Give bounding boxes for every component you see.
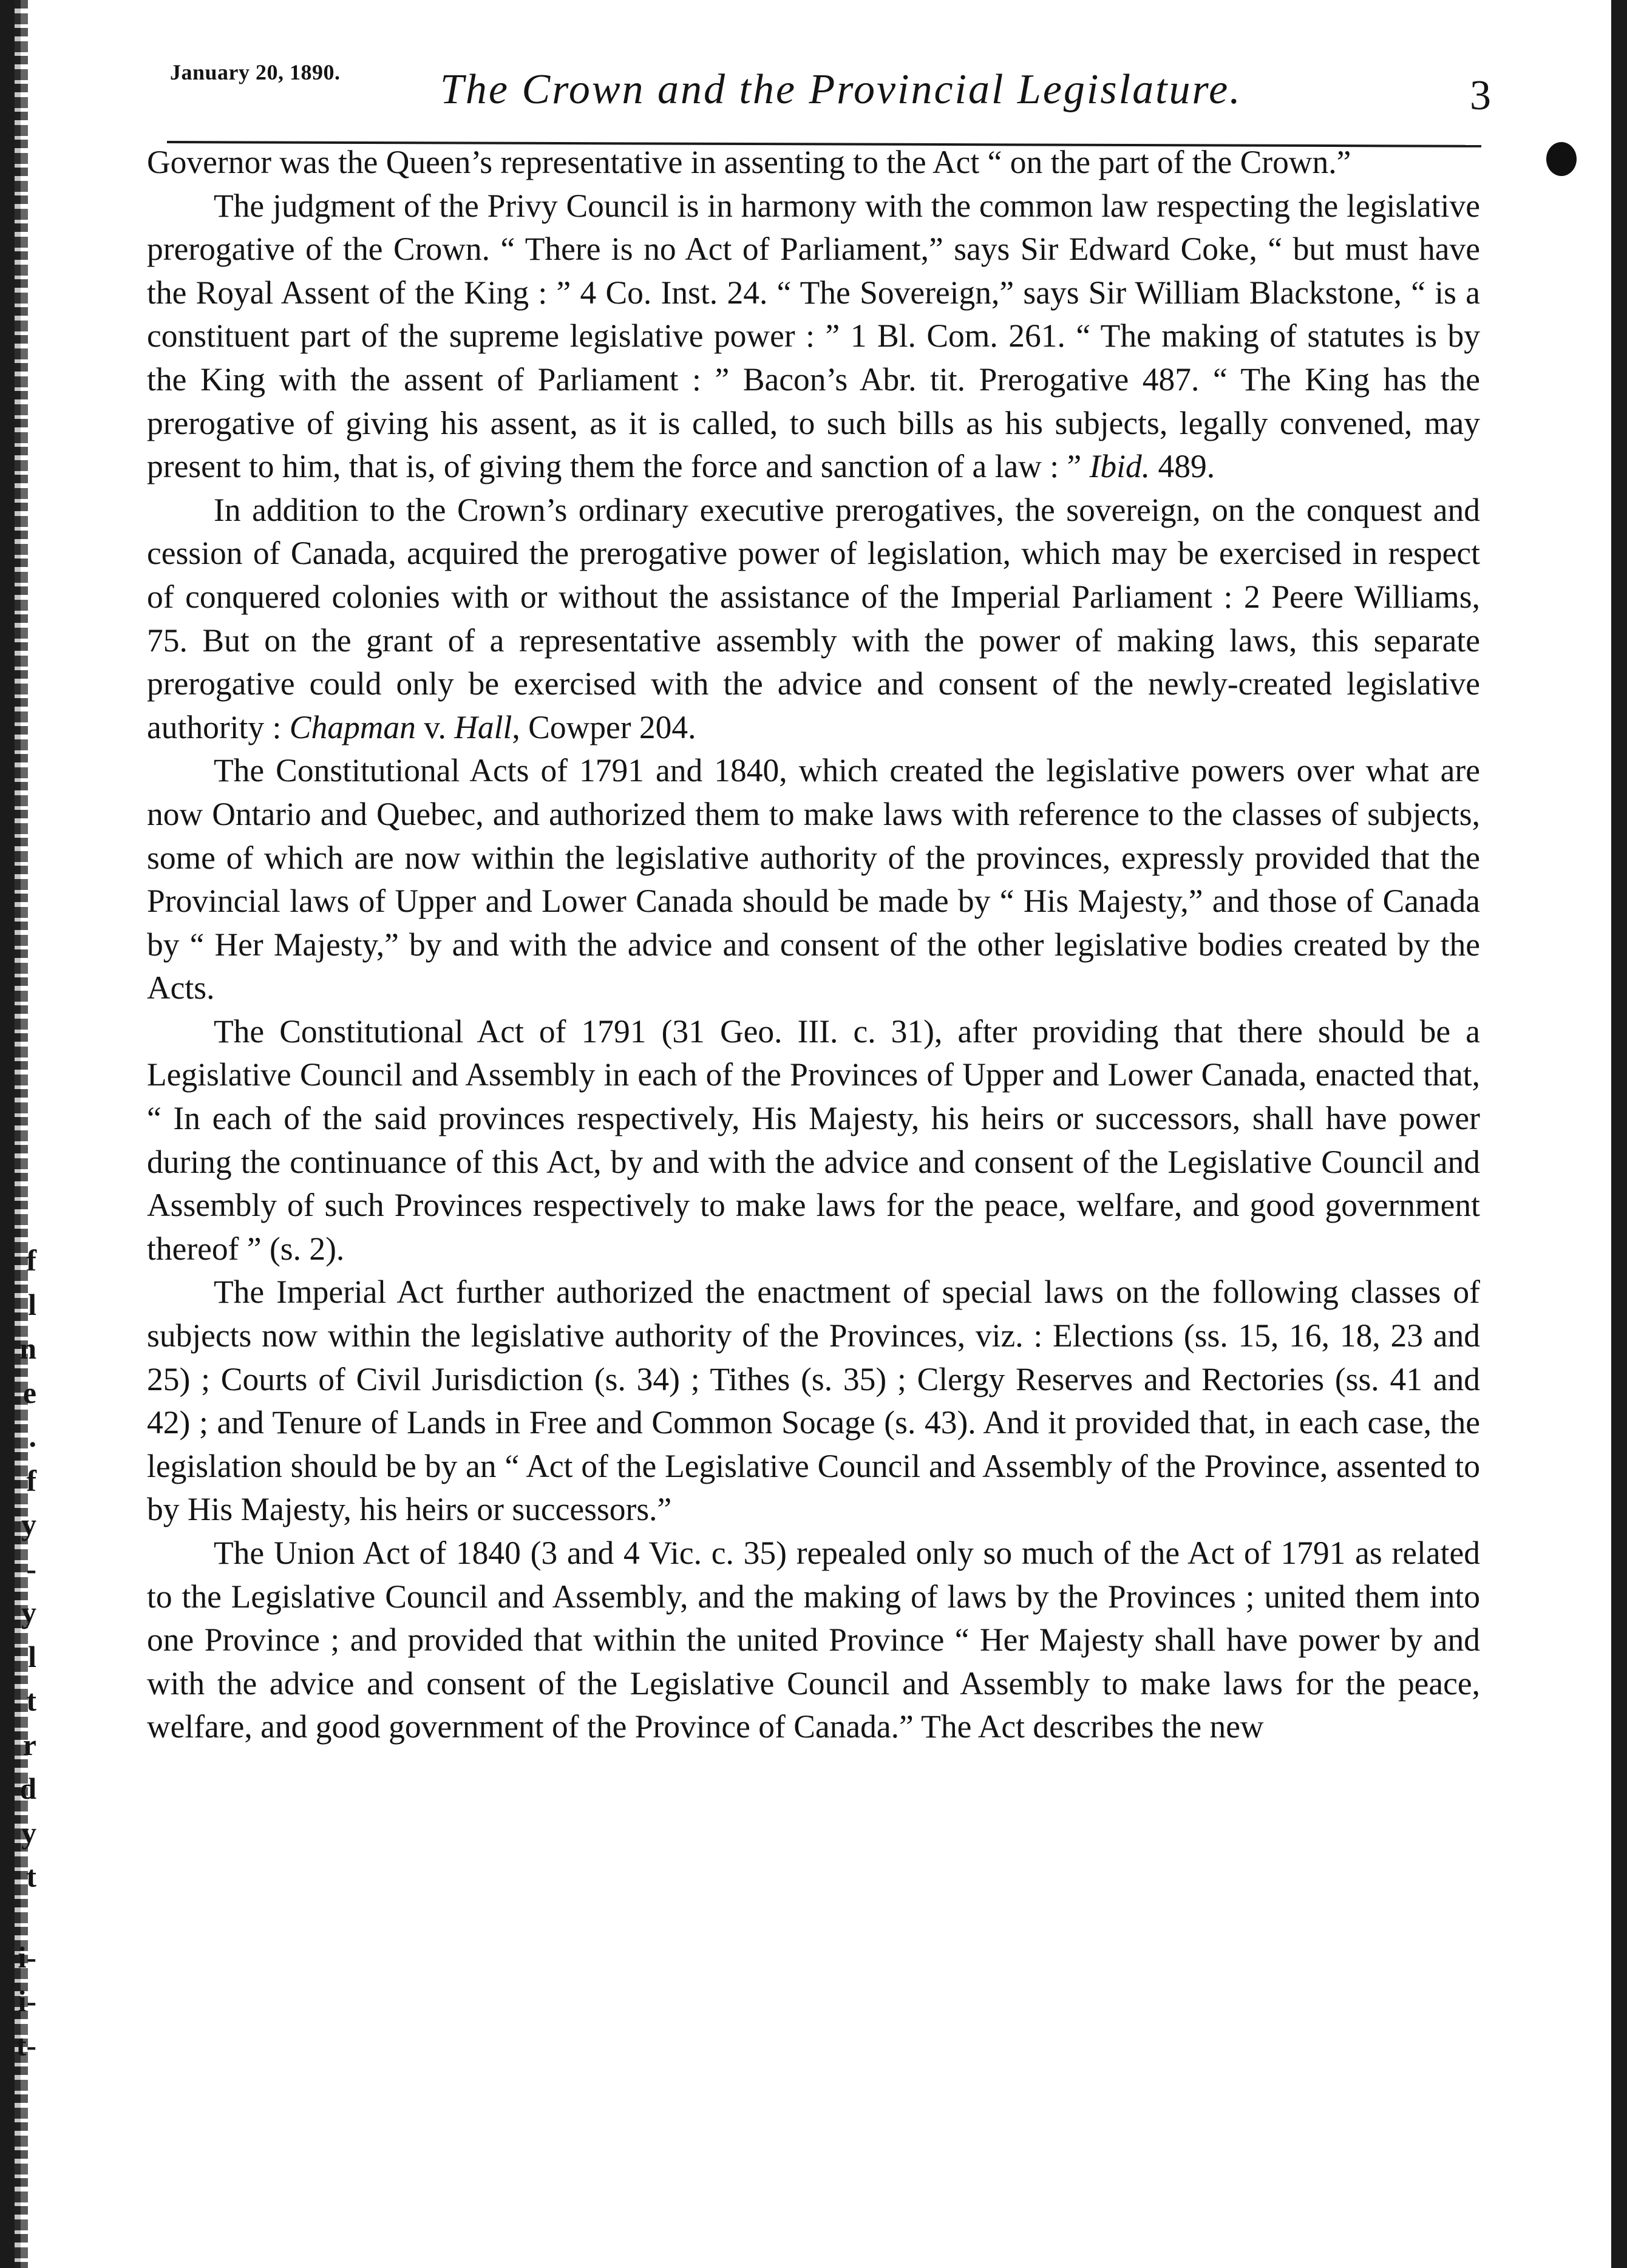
adjacent-page-margin-fragments <box>0 1238 36 2067</box>
margin-fragment: e <box>22 1375 36 1410</box>
paragraph <box>147 1532 1480 1749</box>
text-run: 489. <box>1150 448 1215 485</box>
text-run: In addition to the Crown’s ordinary executive prerogatives, the sovereign, on the conquest and cession of Canada, acquired the prerogative power of legislation, which may be exercised in respect of conquered colonies with or without the assistance of the Imperial Parliament : 2 Peere Williams, 75. But on the grant of a representative assembly with the power of making laws, this separate prerogative could only be exercised with the advice and consent of the newly-created legislative authority : <box>147 491 1480 745</box>
text-run: v. <box>415 708 455 745</box>
margin-fragment: f <box>26 1463 36 1498</box>
header-title: The Crown and the Provincial Legislature. <box>440 66 1242 113</box>
text-run: The Constitutional Acts of 1791 and 1840, which created the legislative powers over what are now Ontario and Quebec, and authorized them to make laws with reference to the classes of subjects, some of which are now within the legislative authority of the provinces, expressly provided that the Provincial laws of Upper and Lower Canada should be made by “ His Majesty,” and those of Canada by “ Her Majesty,” by and with the advice and consent of the other legislative bodies created by the Acts. <box>147 752 1480 1007</box>
scan-ink-blot <box>1546 142 1577 176</box>
paragraph <box>147 185 1480 489</box>
margin-fragment: - <box>26 1551 36 1586</box>
italic-citation: Ibid. <box>1089 448 1150 485</box>
article-body <box>147 141 1480 1749</box>
page-number: 3 <box>1470 72 1491 119</box>
text-run: , Cowper 204. <box>512 708 696 745</box>
margin-fragment: n <box>19 1331 36 1365</box>
margin-fragment: t <box>26 1859 36 1893</box>
text-run: The Imperial Act further authorized the enactment of special laws on the following classes of subjects now within the legislative authority of the Provinces, viz. : Elections (ss. 15, 16, 18, 23 and 25) ; Courts of Civil Jurisdiction (s. 34) ; Tithes (s. 35) ; Clergy Reserves and Rectories (ss. 41 and 42) ; and Tenure of Lands in Free and Common Socage (s. 43). And it provided that, in each case, the legislation should be by an “ Act of the Legislative Council and Assembly of the Province, assented to by His Majesty, his heirs or successors.” <box>147 1274 1480 1528</box>
margin-gap <box>0 1899 36 1935</box>
margin-fragment: f <box>26 1243 36 1277</box>
scan-edge-right <box>1611 0 1627 2268</box>
italic-citation: Chapman <box>289 708 416 745</box>
text-run: The judgment of the Privy Council is in harmony with the common law respecting the legislative prerogative of the Crown. “ There is no Act of Parliament,” says Sir Edward Coke, “ but must have the Royal Assent of the King : ” 4 Co. Inst. 24. “ The Sovereign,” says Sir William Blackstone, “ is a constituent part of the supreme legislative power : ” 1 Bl. Com. 261. “ The making of statutes is by the King with the assent of Parliament : ” Bacon’s Abr. tit. Prerogative 487. “ The King has the prerogative of giving his assent, as it is called, to such bills as his subjects, legally convened, may present to him, that is, of giving them the force and sanction of a law : ” <box>147 187 1480 485</box>
header-date: January 20, 1890. <box>170 60 341 84</box>
paragraph <box>147 141 1480 185</box>
italic-citation: Hall <box>454 708 512 745</box>
paragraph <box>147 749 1480 1010</box>
paragraph <box>147 1010 1480 1271</box>
margin-fragment: l <box>28 1287 36 1322</box>
paragraph <box>147 1271 1480 1532</box>
text-run: The Constitutional Act of 1791 (31 Geo. III. c. 31), after providing that there should be a Legislative Council and Assembly in each of the Provinces of Upper and Lower Canada, enacted that, “ In each of the said provinces respectively, His Majesty, his heirs or successors, shall have power during the continuance of this Act, by and with the advice and consent of the Legislative Council and Assembly of such Provinces respectively to make laws for the peace, welfare, and good government thereof ” (s. 2). <box>147 1013 1480 1267</box>
running-header <box>164 53 1491 132</box>
margin-fragment: i- <box>18 1940 36 1974</box>
text-run: The Union Act of 1840 (3 and 4 Vic. c. 35) repealed only so much of the Act of 1791 as related to the Legislative Council and Assembly, and the making of laws by the Provinces ; united them into one Province ; and provided that within the united Province “ Her Majesty shall have power by and with the advice and consent of the Legislative Council and Assembly to make laws for the peace, welfare, and good government of the Province of Canada.” The Act describes the new <box>147 1535 1480 1745</box>
margin-fragment: l <box>28 1639 36 1674</box>
margin-fragment: i- <box>18 1984 36 2018</box>
margin-fragment: y <box>21 1815 36 1850</box>
margin-fragment: t- <box>16 2028 36 2062</box>
text-run: Governor was the Queen’s representative in assenting to the Act “ on the part of the Crown.” <box>147 144 1351 180</box>
margin-fragment: d <box>19 1771 36 1805</box>
margin-fragment: r <box>22 1727 36 1762</box>
margin-fragment: y <box>21 1595 36 1629</box>
paragraph <box>147 489 1480 750</box>
margin-fragment: y <box>21 1507 36 1541</box>
margin-fragment: . <box>29 1419 36 1453</box>
margin-fragment: t <box>26 1683 36 1717</box>
